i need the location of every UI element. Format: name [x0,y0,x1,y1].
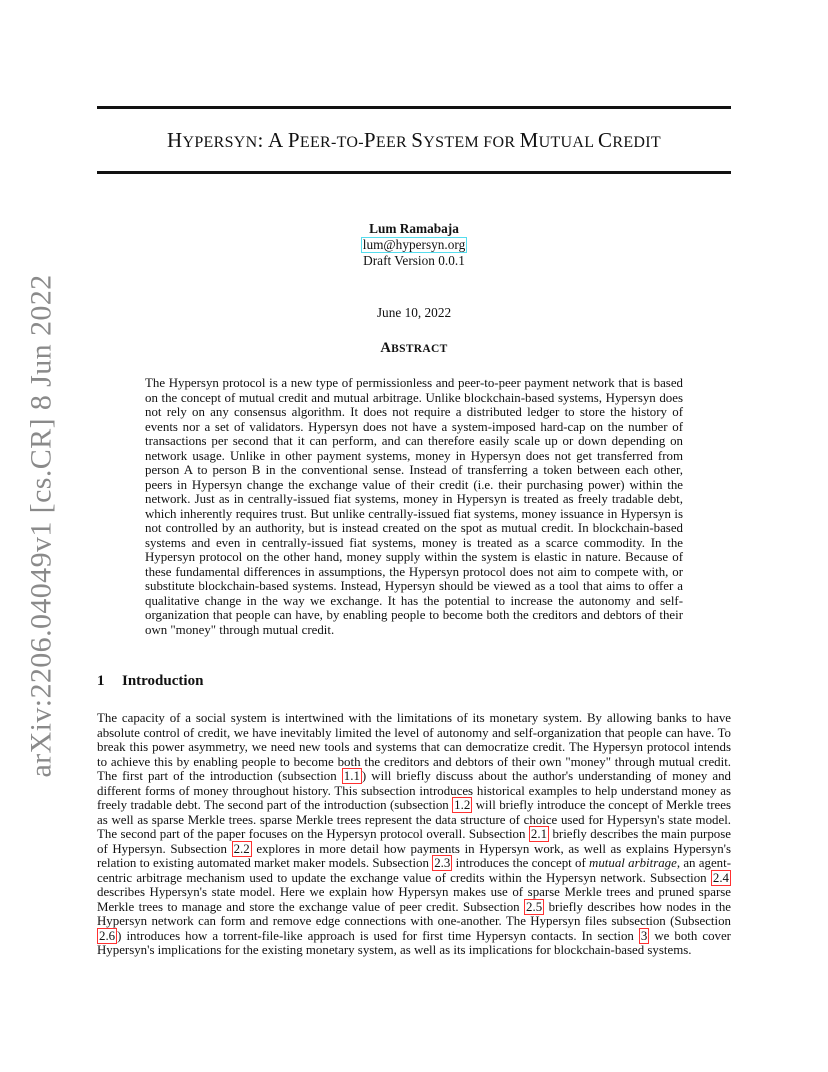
section-heading-introduction [97,673,203,690]
arxiv-identifier: arXiv:2206.04049v1 [cs.CR] 8 Jun 2022 [25,273,59,778]
ref-subsection-2-6[interactable]: 2.6 [99,928,116,943]
abstract-text: The Hypersyn protocol is a new type of permissionless and peer-to-peer payment network that is based on the concept of mutual credit and mutual arbitrage. Unlike blockchain-based systems, Hypersyn does not rely on any consensus algorithm. It does not require a distributed ledger to store the history of events nor a set of validators. Hypersyn does not have a system-imposed hard-cap on the number of transactions per second that it can perform, and can therefore easily scale up or down depending on network usage. Unlike in other payment systems, money in Hypersyn does not get transferred from person A to person B in the conventional sense. Instead of transferring a token between each other, peers in Hypersyn change the exchange value of their credit (i.e. their purchasing power) within the network. Just as in centrally-issued fiat systems, money in Hypersyn is treated as freely tradable debt, which inherently requires trust. But unlike centrally-issued fiat systems, money issuance in Hypersyn is not controlled by an authority, but is instead created on the spot as mutual credit. In blockchain-based systems and even in centrally-issued fiat systems, money is treated as a scarce commodity. In the Hypersyn protocol on the other hand, money supply within the system is elastic in nature. Because of these fundamental differences in assumptions, the Hypersyn protocol does not aim to compete with, or substitute blockchain-based systems. Instead, Hypersyn should be viewed as a tool that aims to offer a qualitative change in the way we exchange. It has the potential to increase the autonomy and self-organization that people can have, by enabling people to become both the creditors and debtors of their own "money" through mutual credit. [145,376,683,637]
section-number: 1 [97,673,105,689]
abstract-heading: ABSTRACT [380,340,448,356]
ref-subsection-1-2[interactable]: 1.2 [454,798,471,812]
mutual-arbitrage-term: mutual arbitrage [589,856,677,870]
ref-section-3[interactable]: 3 [640,928,648,943]
ref-subsection-2-5[interactable]: 2.5 [526,899,543,914]
draft-version: Draft Version 0.0.1 [363,252,465,268]
author-name: Lum Ramabaja [369,221,459,236]
ref-subsection-2-2[interactable]: 2.2 [233,841,250,856]
author-block [97,221,731,268]
title-top-rule [97,106,731,109]
ref-subsection-2-1[interactable]: 2.1 [530,827,548,841]
ref-subsection-2-3[interactable]: 2.3 [434,856,451,870]
paper-title: HYPERSYN: A PEER-TO-PEER SYSTEM FOR MUTUAL CREDIT [167,128,661,152]
title-bottom-rule [97,171,731,174]
arxiv-sidebar-stamp [20,273,64,778]
paper-date: June 10, 2022 [376,305,452,320]
section-title: Introduction [122,673,204,689]
ref-subsection-1-1[interactable]: 1.1 [343,769,360,783]
author-email-link[interactable]: lum@hypersyn.org [362,236,466,252]
introduction-paragraph: The capacity of a social system is intertwined with the limitations of its monetary system. By allowing banks to have absolute control of credit, we have inevitably limited the level of autonomy and self-organization that people can have. To break this power asymmetry, we need new tools and systems that can democratize credit. The Hypersyn protocol intends to achieve this by enabling people to become both the creditors and debtors of their own "money" through mutual credit. The first part of the introduction (subsection 1.1 ) will briefly discuss about the author's understanding of money and different forms of money throughout history. This subsection introduces historical examples to help understand money as freely tradable debt. The second part of the introduction (subsection 1.2 will briefly introduce the concept of Merkle trees as well as sparse Merkle trees. sparse Merkle trees represent the data structure of choice used for Hypersyn's state model. The second part of the paper focuses on the Hypersyn protocol overall. Subsection 2.1 briefly describes the main purpose of Hypersyn. Subsection 2.2 explores in more detail how payments in Hypersyn work, as well as explains Hypersyn's relation to existing automated market maker models. Subsection 2.3 introduces the concept of mutual arbitrage, an agent-centric arbitrage mechanism used to update the exchange value of credits within the Hypersyn network. Subsection 2.4 describes Hypersyn's state model. Here we explain how Hypersyn makes use of sparse Merkle trees and pruned sparse Merkle trees to manage and store the exchange value of peer credit. Subsection 2.5 briefly describes how nodes in the Hypersyn network can form and remove edge connections with one-another. The Hypersyn files subsection (Subsection 2.6 ) introduces how a torrent-file-like approach is used for first time Hypersyn contacts. In section 3 we both cover Hypersyn's implications for the existing monetary system, as well as its implications for blockchain-based systems. [97,711,731,957]
ref-subsection-2-4[interactable]: 2.4 [712,870,729,885]
